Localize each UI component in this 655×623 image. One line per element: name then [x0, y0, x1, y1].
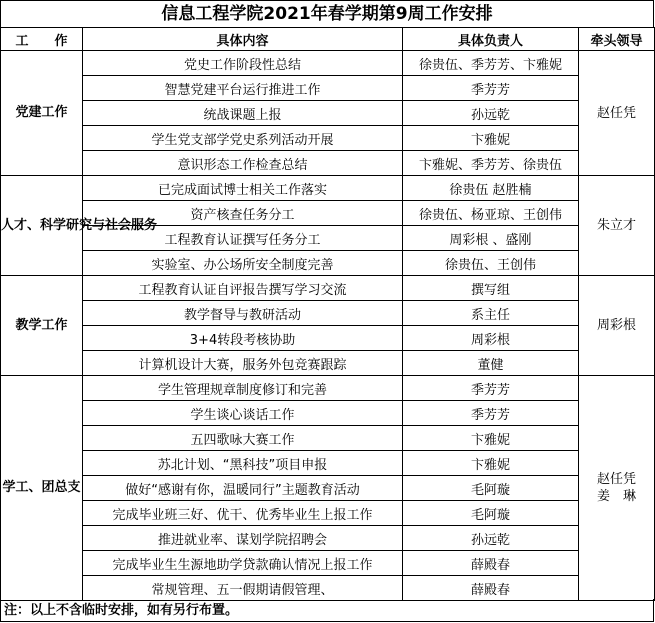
- table-row: [1, 376, 655, 401]
- content-cell: 已完成面试博士相关工作落实: [83, 176, 403, 201]
- page-title: 信息工程学院2021年春学期第9周工作安排: [0, 0, 654, 27]
- leader-cell: [579, 51, 655, 176]
- responsible-cell: 毛阿璇: [403, 501, 579, 526]
- responsible-cell: 系主任: [403, 301, 579, 326]
- header-leader: 牵头领导: [579, 28, 655, 51]
- table-row: [1, 101, 655, 126]
- leader-cell: [579, 276, 655, 376]
- responsible-cell: 季芳芳: [403, 376, 579, 401]
- schedule-body: [1, 51, 655, 601]
- content-cell: 推进就业率、谋划学院招聘会: [83, 526, 403, 551]
- content-cell: 智慧党建平台运行推进工作: [83, 76, 403, 101]
- leader-cell: [579, 376, 655, 601]
- table-row: [1, 76, 655, 101]
- table-row: [1, 401, 655, 426]
- table-row: [1, 176, 655, 201]
- leader-name: 周彩根: [596, 318, 636, 333]
- content-cell: 常规管理、五一假期请假管理、: [83, 576, 403, 601]
- table-row: [1, 326, 655, 351]
- table-row: [1, 251, 655, 276]
- table-row: [1, 151, 655, 176]
- responsible-cell: 季芳芳: [403, 401, 579, 426]
- responsible-cell: 薛殿春: [403, 551, 579, 576]
- responsible-cell: 徐贵伍、王创伟: [403, 251, 579, 276]
- category-cell: 人才、科学研究与社会服务: [1, 176, 83, 276]
- content-cell: 学生党支部学党史系列活动开展: [83, 126, 403, 151]
- responsible-cell: 撰写组: [403, 276, 579, 301]
- responsible-cell: 薛殿春: [403, 576, 579, 601]
- content-cell: 做好“感谢有你，温暖同行”主题教育活动: [83, 476, 403, 501]
- content-cell: 学生管理规章制度修订和完善: [83, 376, 403, 401]
- responsible-cell: 徐贵伍、季芳芳、卞雅妮: [403, 51, 579, 76]
- responsible-cell: 徐贵伍 赵胜楠: [403, 176, 579, 201]
- content-cell: 意识形态工作检查总结: [83, 151, 403, 176]
- table-row: [1, 351, 655, 376]
- responsible-cell: 卞雅妮: [403, 126, 579, 151]
- table-row: [1, 551, 655, 576]
- content-cell: 3+4转段考核协助: [83, 326, 403, 351]
- header-row: [1, 28, 655, 51]
- schedule-table: [0, 27, 655, 601]
- responsible-cell: 孙远乾: [403, 101, 579, 126]
- table-row: [1, 426, 655, 451]
- content-cell: 工程教育认证自评报告撰写学习交流: [83, 276, 403, 301]
- header-content: 具体内容: [83, 28, 403, 51]
- table-row: [1, 301, 655, 326]
- responsible-cell: 卞雅妮: [403, 426, 579, 451]
- table-row: [1, 526, 655, 551]
- header-category: 工 作: [1, 28, 83, 51]
- category-cell: 学工、团总支: [1, 376, 83, 601]
- leader-cell: [579, 176, 655, 276]
- responsible-cell: 孙远乾: [403, 526, 579, 551]
- content-cell: 教学督导与教研活动: [83, 301, 403, 326]
- responsible-cell: 周彩根: [403, 326, 579, 351]
- category-cell: 党建工作: [1, 51, 83, 176]
- content-cell: 计算机设计大赛，服务外包竞赛跟踪: [83, 351, 403, 376]
- responsible-cell: 卞雅妮、季芳芳、徐贵伍: [403, 151, 579, 176]
- responsible-cell: 周彩根 、盛刚: [403, 226, 579, 251]
- responsible-cell: 季芳芳: [403, 76, 579, 101]
- table-row: [1, 126, 655, 151]
- table-row: [1, 501, 655, 526]
- content-cell: 学生谈心谈话工作: [83, 401, 403, 426]
- responsible-cell: 董健: [403, 351, 579, 376]
- content-cell: 工程教育认证撰写任务分工: [83, 226, 403, 251]
- category-cell: 教学工作: [1, 276, 83, 376]
- content-cell: 苏北计划、“黑科技”项目申报: [83, 451, 403, 476]
- responsible-cell: 卞雅妮: [403, 451, 579, 476]
- content-cell: 完成毕业生生源地助学贷款确认情况上报工作: [83, 551, 403, 576]
- table-row: [1, 476, 655, 501]
- content-cell: 党史工作阶段性总结: [83, 51, 403, 76]
- responsible-cell: 毛阿璇: [403, 476, 579, 501]
- leader-name: 赵任凭: [596, 472, 636, 487]
- table-row: [1, 51, 655, 76]
- header-responsible: 具体负责人: [403, 28, 579, 51]
- table-row: [1, 576, 655, 601]
- responsible-cell: 徐贵伍、杨亚琼、王创伟: [403, 201, 579, 226]
- content-cell: 资产核查任务分工: [83, 201, 403, 226]
- table-row: [1, 451, 655, 476]
- content-cell: 五四歌咏大赛工作: [83, 426, 403, 451]
- content-cell: 统战课题上报: [83, 101, 403, 126]
- table-row: [1, 276, 655, 301]
- content-cell: 实验室、办公场所安全制度完善: [83, 251, 403, 276]
- footnote: 注：以上不含临时安排，如有另行布置。: [0, 599, 654, 622]
- leader-name: 姜 琳: [596, 489, 636, 504]
- leader-name: 赵任凭: [596, 105, 636, 121]
- leader-name: 朱立才: [596, 218, 636, 233]
- content-cell: 完成毕业班三好、优干、优秀毕业生上报工作: [83, 501, 403, 526]
